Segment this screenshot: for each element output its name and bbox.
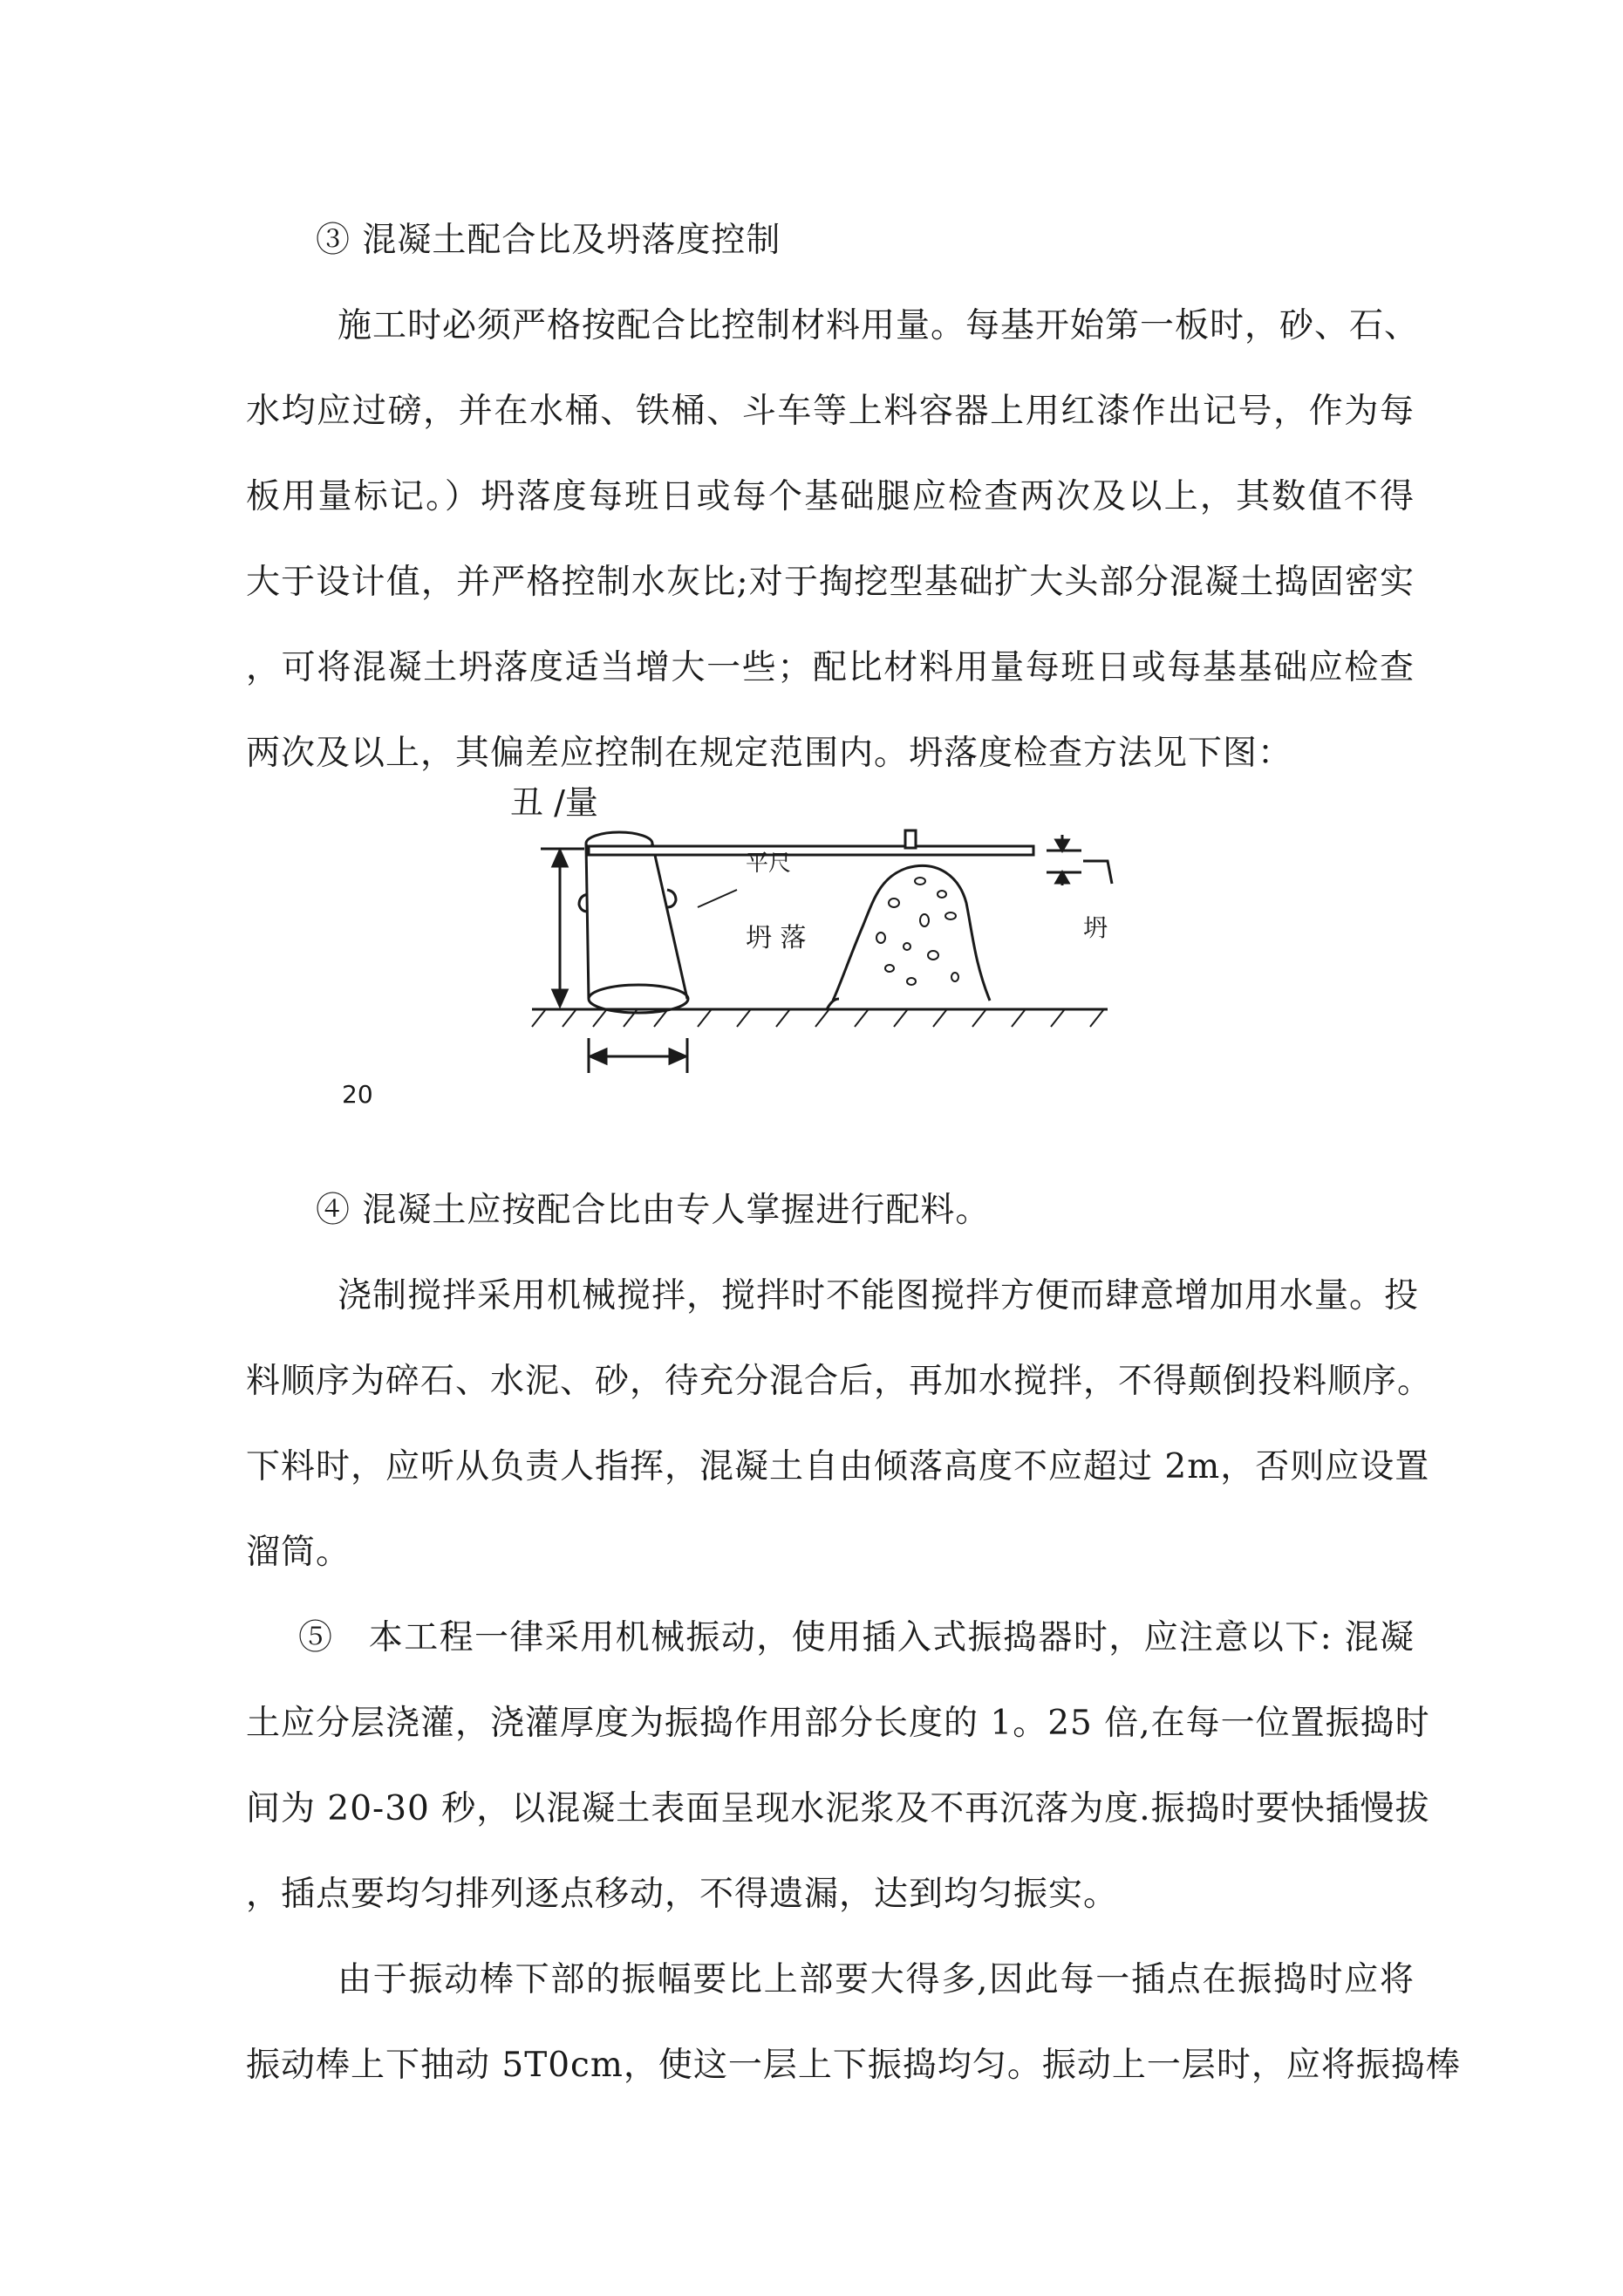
- slump-cone: [579, 832, 688, 1013]
- paragraph-line: 由于振动棒下部的振幅要比上部要大得多,因此每一插点在振捣时应将: [338, 1960, 1415, 1999]
- section-4-heading: ④ 混凝土应按配合比由专人掌握进行配料。: [316, 1191, 991, 1230]
- cone-leader-line: [698, 890, 737, 907]
- paragraph-line: ，可将混凝土坍落度适当增大一些；配比材料用量每班日或每基基础应检查: [246, 648, 1415, 687]
- paragraph-line: 浇制搅拌采用机械搅拌，搅拌时不能图搅拌方便而肆意增加用水量。投: [338, 1276, 1420, 1315]
- paragraph-line: 下料时，应听从负责人指挥，混凝土自由倾落高度不应超过 2m，否则应设置: [246, 1447, 1430, 1486]
- height-dimension: [541, 849, 584, 1006]
- figure-title: 丑 /量: [510, 783, 598, 822]
- paragraph-line: 土应分层浇灌，浇灌厚度为振捣作用部分长度的 1。25 倍,在每一位置振捣时: [246, 1704, 1430, 1743]
- section-3-heading: ③ 混凝土配合比及坍落度控制: [316, 221, 781, 260]
- paragraph-line: 溜筒。: [246, 1533, 351, 1572]
- slumped-concrete: [827, 865, 990, 1009]
- cone-label: 坍 落: [746, 923, 807, 953]
- slump-label: 坍: [1083, 913, 1108, 942]
- paragraph-line: ，插点要均匀排列逐点移动，不得遗漏，达到均匀振实。: [246, 1875, 1119, 1914]
- ruler-label: 平尺: [746, 851, 792, 877]
- paragraph-line: 施工时必须严格按配合比控制材料用量。每基开始第一板时，砂、石、: [338, 306, 1420, 345]
- width-dimension: [589, 1038, 687, 1073]
- paragraph-line: 板用量标记。）坍落度每班日或每个基础腿应检查两次及以上，其数值不得: [246, 477, 1415, 516]
- paragraph-line: 大于设计值，并严格控制水灰比;对于掏挖型基础扩大头部分混凝土捣固密实: [246, 563, 1415, 602]
- page-number: 20: [342, 1080, 373, 1109]
- aggregate-stones: [876, 878, 958, 985]
- paragraph-line: 水均应过磅，并在水桶、铁桶、斗车等上料容器上用红漆作出记号，作为每: [246, 392, 1415, 431]
- paragraph-line: 料顺序为碎石、水泥、砂，待充分混合后，再加水搅拌，不得颠倒投料顺序。: [246, 1362, 1433, 1401]
- section-5-first-line: ⑤ 本工程一律采用机械振动，使用插入式振捣器时，应注意以下: 混凝: [298, 1618, 1415, 1657]
- straight-ruler: [589, 830, 1033, 855]
- paragraph-line: 两次及以上，其偏差应控制在规定范围内。坍落度检查方法见下图：: [246, 734, 1293, 773]
- paragraph-line: 间为 20-30 秒，以混凝土表面呈现水泥浆及不再沉落为度.振捣时要快插慢拔: [246, 1789, 1430, 1828]
- paragraph-line: 振动棒上下抽动 5T0cm，使这一层上下振捣均匀。振动上一层时，应将振捣棒: [246, 2046, 1461, 2085]
- slump-dimension: [1047, 835, 1112, 885]
- slump-test-diagram: [497, 781, 1160, 1086]
